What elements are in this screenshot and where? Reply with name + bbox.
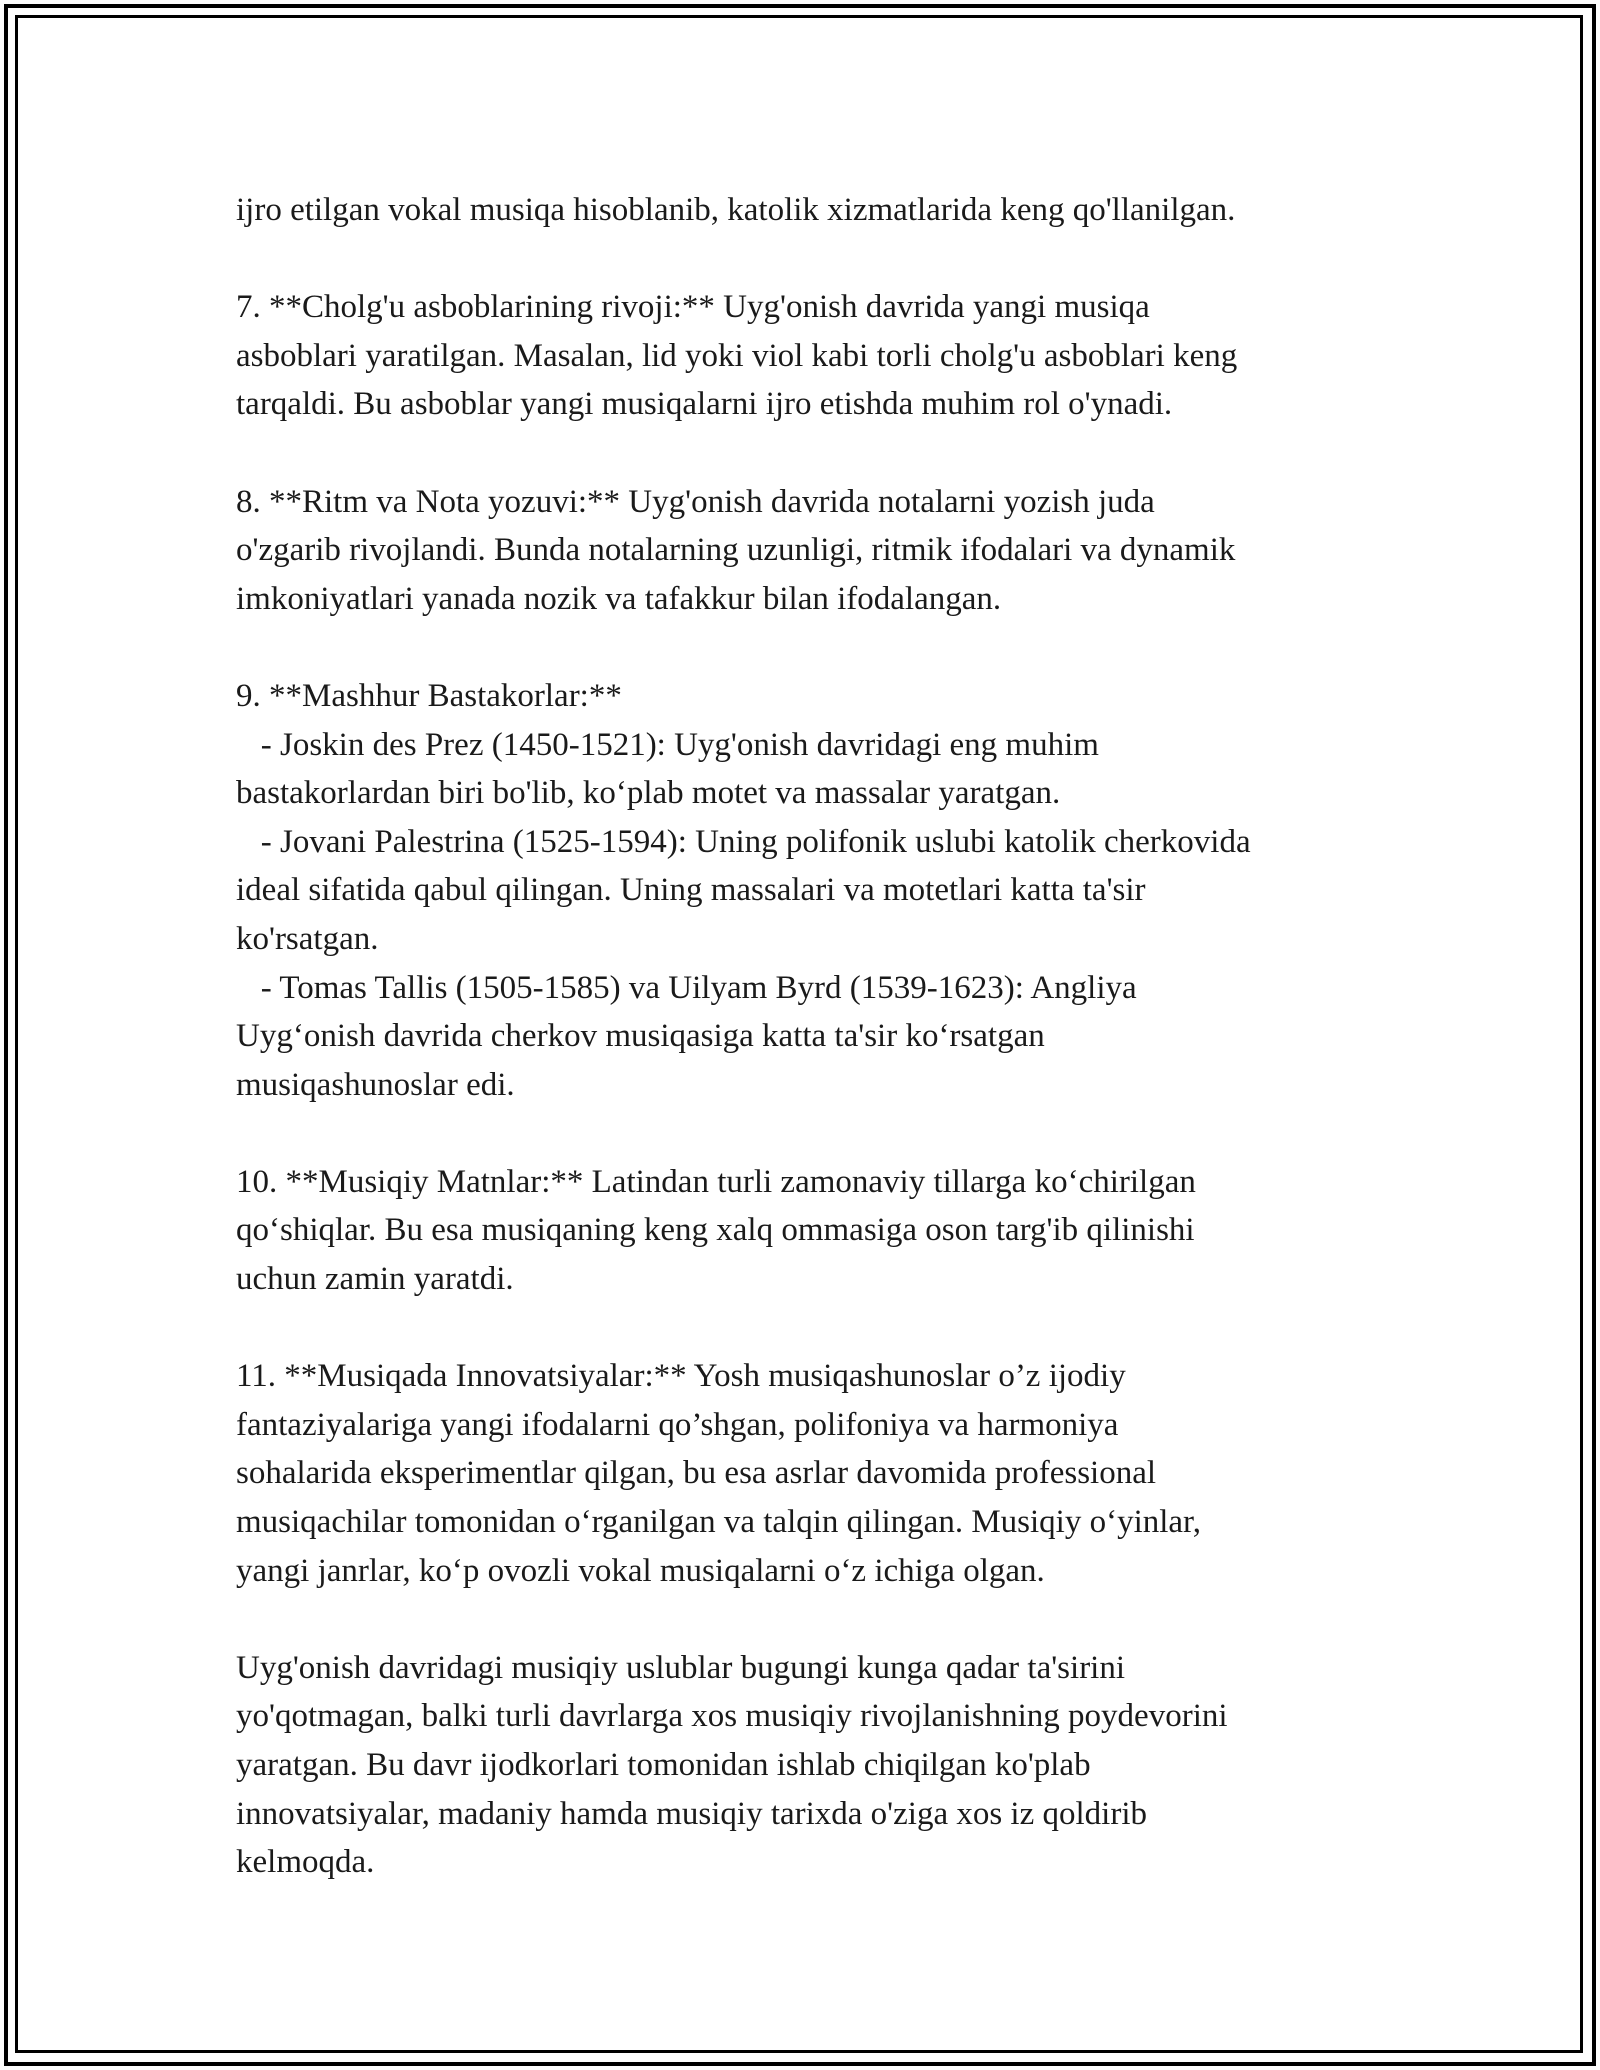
text-line: 7. **Cholg'u asboblarining rivoji:** Uyg'onish davrida yangi musiqa bbox=[236, 289, 1150, 326]
paragraph bbox=[236, 1158, 1376, 1304]
text-line: musiqachilar tomonidan o‘rganilgan va talqin qilingan. Musiqiy o‘yinlar, bbox=[236, 1504, 1201, 1541]
text-line: ideal sifatida qabul qilingan. Uning massalari va motetlari katta ta'sir bbox=[236, 872, 1146, 909]
text-line: 8. **Ritm va Nota yozuvi:** Uyg'onish davrida notalarni yozish juda bbox=[236, 483, 1155, 520]
text-line: - Tomas Tallis (1505-1585) va Uilyam Byrd (1539-1623): Angliya bbox=[236, 969, 1137, 1006]
paragraph bbox=[236, 186, 1376, 235]
text-line: - Joskin des Prez (1450-1521): Uyg'onish davridagi eng muhim bbox=[236, 726, 1099, 763]
text-line: Uyg‘onish davrida cherkov musiqasiga katta ta'sir ko‘rsatgan bbox=[236, 1018, 1045, 1055]
text-line: - Jovani Palestrina (1525-1594): Uning polifonik uslubi katolik cherkovida bbox=[236, 823, 1251, 860]
text-line: sohalarida eksperimentlar qilgan, bu esa asrlar davomida professional bbox=[236, 1455, 1157, 1492]
paragraph bbox=[236, 1352, 1376, 1595]
text-line: ijro etilgan vokal musiqa hisoblanib, katolik xizmatlarida keng qo'llanilgan. bbox=[236, 192, 1236, 228]
paragraph bbox=[236, 1644, 1376, 1887]
text-line: 9. **Mashhur Bastakorlar:** bbox=[236, 677, 622, 714]
document-body bbox=[236, 186, 1376, 1887]
text-line: yangi janrlar, ko‘p ovozli vokal musiqalarni o‘z ichiga olgan. bbox=[236, 1552, 1045, 1589]
text-line: uchun zamin yaratdi. bbox=[236, 1261, 514, 1298]
text-line: innovatsiyalar, madaniy hamda musiqiy tarixda o'ziga xos iz qoldirib bbox=[236, 1795, 1147, 1832]
text-line: qo‘shiqlar. Bu esa musiqaning keng xalq ommasiga oson targ'ib qilinishi bbox=[236, 1212, 1195, 1249]
text-line: o'zgarib rivojlandi. Bunda notalarning uzunligi, ritmik ifodalari va dynamik bbox=[236, 532, 1236, 569]
text-line: imkoniyatlari yanada nozik va tafakkur bilan ifodalangan. bbox=[236, 580, 1002, 617]
text-line: 10. **Musiqiy Matnlar:** Latindan turli zamonaviy tillarga ko‘chirilgan bbox=[236, 1163, 1196, 1200]
paragraph bbox=[236, 478, 1376, 624]
text-line: ko'rsatgan. bbox=[236, 920, 379, 957]
text-line: yaratgan. Bu davr ijodkorlari tomonidan ishlab chiqilgan ko'plab bbox=[236, 1747, 1091, 1783]
text-line: bastakorlardan biri bo'lib, ko‘plab motet va massalar yaratgan. bbox=[236, 775, 1061, 812]
text-line: yo'qotmagan, balki turli davrlarga xos musiqiy rivojlanishning poydevorini bbox=[236, 1698, 1228, 1735]
text-line: fantaziyalariga yangi ifodalarni qo’shgan, polifoniya va harmoniya bbox=[236, 1406, 1119, 1443]
text-line: Uyg'onish davridagi musiqiy uslublar bugungi kunga qadar ta'sirini bbox=[236, 1649, 1126, 1686]
paragraph bbox=[236, 283, 1376, 429]
text-line: tarqaldi. Bu asboblar yangi musiqalarni ijro etishda muhim rol o'ynadi. bbox=[236, 386, 1173, 423]
text-line: kelmoqda. bbox=[236, 1844, 375, 1881]
text-line: asboblari yaratilgan. Masalan, lid yoki viol kabi torli cholg'u asboblari keng bbox=[236, 337, 1238, 374]
text-line: 11. **Musiqada Innovatsiyalar:** Yosh musiqashunoslar o’z ijodiy bbox=[236, 1358, 1126, 1395]
paragraph bbox=[236, 672, 1376, 1109]
text-line: musiqashunoslar edi. bbox=[236, 1066, 515, 1103]
